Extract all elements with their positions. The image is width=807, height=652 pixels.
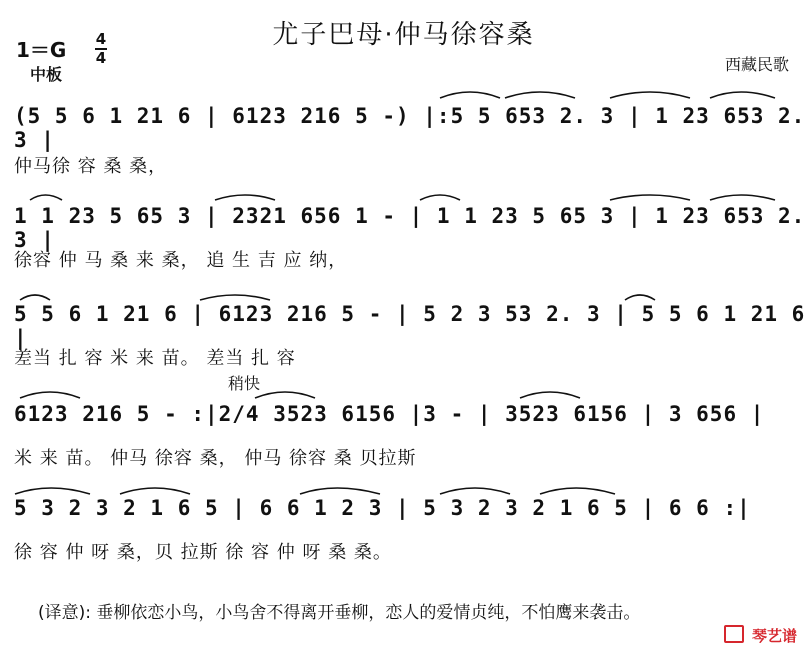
slur: [440, 488, 510, 494]
slur: [255, 392, 315, 398]
lyrics-line-4: 米 来 苗。 仲马 徐容 桑， 仲马 徐容 桑 贝拉斯: [14, 448, 417, 469]
slur: [540, 488, 615, 494]
slur: [420, 195, 460, 200]
watermark-text: 琴艺谱: [751, 627, 797, 645]
slur: [625, 295, 655, 300]
song-title: 尤子巴母·仲马徐容桑: [272, 20, 535, 50]
slur: [710, 195, 775, 200]
slur: [440, 92, 500, 98]
lyrics-line-1: 仲马徐 容 桑 桑，: [14, 156, 168, 177]
lyrics-line-3: 差当 扎 容 米 来 苗。 差当 扎 容: [14, 348, 296, 369]
song-origin: 西藏民歌: [724, 55, 789, 74]
slur: [505, 92, 575, 98]
slur: [120, 488, 190, 494]
slur: [20, 392, 80, 398]
notation-line-5: 5 3 2 3 2 1 6 5 | 6 6 1 2 3 | 5 3 2 3 2 1 6 5 | 6 6 :|: [14, 496, 751, 520]
slur: [610, 195, 690, 200]
time-signature-top: 4: [95, 30, 107, 48]
notation-line-1: (5 5 6 1 21 6 | 6123 216 5 -) |:5 5 653 2. 3 | 1 23 653 2. 3 |: [14, 104, 806, 152]
tempo-marking: 中板: [30, 65, 63, 84]
translation-label: (译意):: [38, 603, 91, 623]
slur: [610, 92, 690, 98]
slur: [30, 195, 62, 200]
slur: [200, 295, 270, 300]
translation-text: 垂柳依恋小鸟，小鸟舍不得离开垂柳，恋人的爱情贞纯，不怕鹰来袭击。: [96, 603, 641, 623]
notation-line-2: 1 1 23 5 65 3 | 2321 656 1 - | 1 1 23 5 65 3 | 1 23 653 2. 3 |: [14, 204, 806, 252]
lyrics-line-2: 徐容 仲 马 桑 来 桑， 追 生 吉 应 纳，: [14, 250, 348, 271]
slur: [20, 295, 50, 300]
notation-line-4: 6123 216 5 - :|2/4 3523 6156 |3 - | 3523 6156 | 3 656 |: [14, 402, 765, 426]
slur: [215, 195, 275, 200]
time-signature-bottom: 4: [95, 49, 107, 67]
key-signature: 1＝G: [16, 38, 67, 62]
slur: [15, 488, 90, 494]
lyrics-line-5: 徐 容 仲 呀 桑，贝 拉斯 徐 容 仲 呀 桑 桑。: [14, 542, 392, 563]
slur: [520, 392, 580, 398]
slur: [710, 92, 775, 98]
slur: [300, 488, 380, 494]
notation-line-3: 5 5 6 1 21 6 | 6123 216 5 - | 5 2 3 53 2. 3 | 5 5 6 1 21 6 |: [14, 302, 806, 350]
tempo-change-marking: 稍快: [228, 374, 261, 393]
